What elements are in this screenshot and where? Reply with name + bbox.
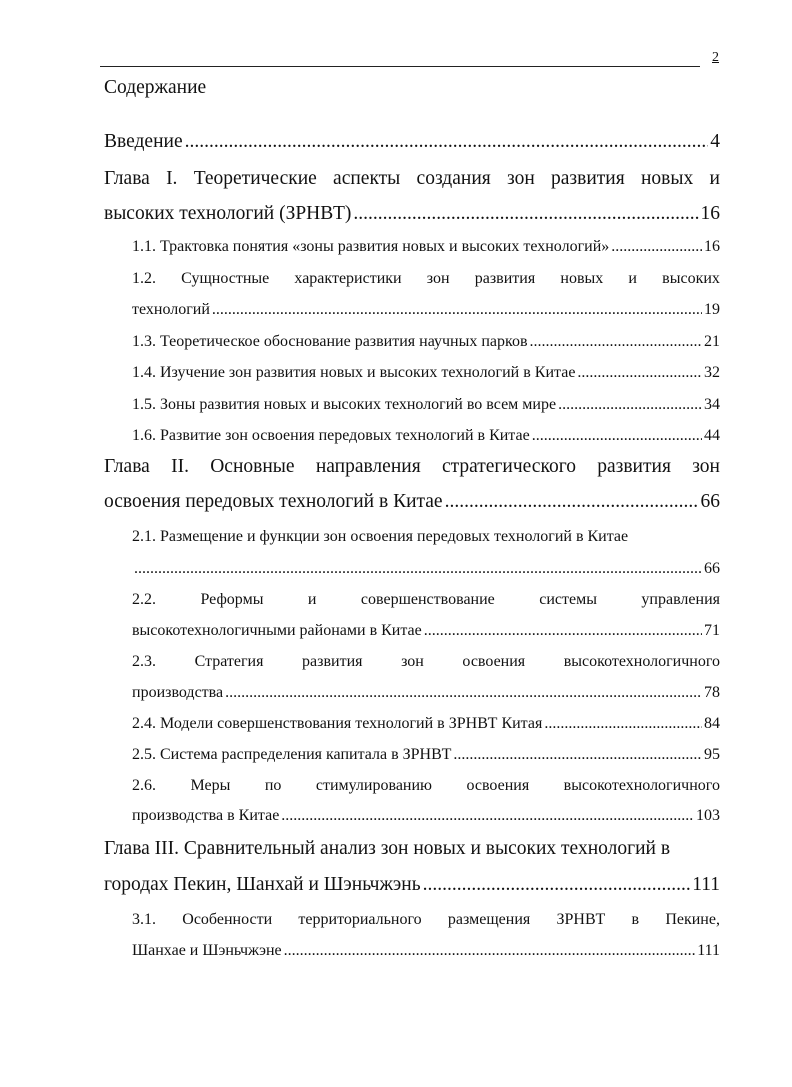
header-rule: [100, 66, 700, 67]
toc-section-1-1[interactable]: [132, 238, 720, 256]
toc-word: стимулированию: [315, 777, 432, 794]
toc-word: стратегического: [441, 456, 576, 477]
toc-word: новых: [560, 270, 604, 287]
toc-word: II.: [171, 456, 189, 477]
toc-word: 3.1.: [132, 911, 156, 928]
toc-entry-title: Введение: [104, 131, 183, 152]
toc-section-1-3[interactable]: [132, 333, 720, 351]
toc-page-number: 44: [704, 427, 720, 444]
toc-word: ЗРНВТ: [556, 911, 606, 928]
toc-word: по: [264, 777, 282, 794]
toc-chapter-3-line-2[interactable]: [104, 874, 720, 896]
toc-chapter-1-line-1[interactable]: [104, 168, 720, 190]
toc-word: Глава: [104, 456, 150, 477]
toc-leader-dots: [284, 942, 696, 960]
toc-word: развития: [302, 653, 363, 670]
toc-word: 2.6.: [132, 777, 156, 794]
toc-page-number: 16: [704, 238, 720, 255]
toc-word: Сущностные: [181, 270, 270, 287]
toc-word: освоения: [462, 653, 526, 670]
toc-word: освоения: [466, 777, 530, 794]
toc-section-2-2-line-2[interactable]: [132, 622, 720, 640]
toc-leader-dots: [212, 301, 702, 319]
toc-word: Пекине,: [665, 911, 720, 928]
toc-word: Меры: [190, 777, 231, 794]
toc-word: направления: [315, 456, 421, 477]
toc-section-2-3-line-1[interactable]: [132, 653, 720, 671]
toc-page-number: 21: [704, 333, 720, 350]
toc-word: зон: [426, 270, 450, 287]
toc-section-2-3-line-2[interactable]: [132, 684, 720, 702]
toc-page-number: 66: [700, 491, 720, 512]
toc-section-2-1-line-1[interactable]: [132, 528, 720, 546]
toc-word: зон: [692, 456, 720, 477]
toc-entry-title: производства: [132, 684, 224, 701]
toc-entry-title: 1.4. Изучение зон развития новых и высоких технологий в Китае: [132, 364, 576, 381]
toc-entry-title: освоения передовых технологий в Китае: [104, 491, 443, 512]
toc-section-2-1-line-2[interactable]: [132, 560, 720, 578]
toc-section-1-4[interactable]: [132, 364, 720, 382]
toc-leader-dots: [424, 622, 702, 640]
toc-word: высокотехнологичного: [563, 777, 720, 794]
toc-word: развития: [551, 168, 625, 189]
toc-page-number: 111: [697, 942, 720, 959]
toc-leader-dots: [611, 238, 702, 256]
toc-entry-title: технологий: [132, 301, 210, 318]
toc-word: развития: [597, 456, 671, 477]
toc-leader-dots: [134, 560, 702, 578]
toc-chapter-3-line-1[interactable]: [104, 838, 720, 860]
toc-word: управления: [641, 591, 720, 608]
toc-word: Особенности: [182, 911, 273, 928]
toc-word: характеристики: [294, 270, 402, 287]
toc-word: новых: [640, 168, 694, 189]
toc-entry-title: Глава III. Сравнительный анализ зон новых и высоких технологий в: [104, 838, 671, 859]
toc-word: аспекты: [333, 168, 401, 189]
toc-page-number: 84: [704, 715, 720, 732]
toc-word: территориального: [298, 911, 422, 928]
toc-leader-dots: [281, 807, 694, 825]
toc-section-1-2-line-1[interactable]: [132, 270, 720, 288]
toc-page-number: 111: [692, 874, 720, 895]
page-title: Содержание: [104, 77, 207, 98]
toc-word: Глава: [104, 168, 150, 189]
toc-section-3-1-line-2[interactable]: [132, 942, 720, 960]
toc-section-2-6-line-1[interactable]: [132, 777, 720, 795]
toc-word: Стратегия: [194, 653, 264, 670]
toc-word: развития: [474, 270, 536, 287]
toc-page-number: 71: [704, 622, 720, 639]
toc-page-number: 78: [704, 684, 720, 701]
toc-section-3-1-line-1[interactable]: [132, 911, 720, 929]
toc-word: совершенствование: [360, 591, 495, 608]
toc-word: Реформы: [200, 591, 264, 608]
toc-leader-dots: [353, 203, 698, 225]
toc-word: высокотехнологичного: [563, 653, 720, 670]
toc-leader-dots: [558, 396, 702, 414]
toc-word: и: [307, 591, 317, 608]
toc-page-number: 66: [704, 560, 720, 577]
toc-entry-title: 1.5. Зоны развития новых и высоких технологий во всем мире: [132, 396, 557, 413]
toc-page-number: 95: [704, 746, 720, 763]
toc-leader-dots: [423, 874, 691, 896]
toc-word: размещения: [447, 911, 531, 928]
toc-word: в: [631, 911, 640, 928]
toc-word: и: [709, 168, 720, 189]
toc-leader-dots: [577, 364, 702, 382]
toc-section-1-5[interactable]: [132, 396, 720, 414]
toc-page-number: 19: [704, 301, 720, 318]
toc-word: Теоретические: [193, 168, 317, 189]
toc-section-2-5[interactable]: [132, 746, 720, 764]
toc-word: системы: [539, 591, 597, 608]
toc-leader-dots: [225, 684, 702, 702]
toc-entry-title: 2.4. Модели совершенствования технологий в ЗРНВТ Китая: [132, 715, 543, 732]
toc-chapter-2-line-2[interactable]: [104, 491, 720, 513]
toc-section-2-6-line-2[interactable]: [132, 807, 720, 825]
toc-leader-dots: [532, 427, 702, 445]
toc-entry-title: производства в Китае: [132, 807, 280, 824]
toc-word: I.: [166, 168, 178, 189]
toc-word: зон: [401, 653, 424, 670]
toc-leader-dots: [185, 131, 709, 153]
toc-word: 2.2.: [132, 591, 156, 608]
toc-leader-dots: [530, 333, 702, 351]
toc-word: создания: [416, 168, 491, 189]
toc-section-2-2-line-1[interactable]: [132, 591, 720, 609]
toc-entry-title: Шанхае и Шэньчжэне: [132, 942, 282, 959]
toc-leader-dots: [453, 746, 702, 764]
toc-word: Основные: [210, 456, 295, 477]
toc-word: и: [628, 270, 637, 287]
toc-chapter-2-line-1[interactable]: [104, 456, 720, 478]
toc-entry-title: городах Пекин, Шанхай и Шэньчжэнь: [104, 874, 421, 895]
toc-entry-title: 2.1. Размещение и функции зон освоения передовых технологий в Китае: [132, 528, 629, 545]
toc-section-1-2-line-2[interactable]: [132, 301, 720, 319]
toc-page-number: 32: [704, 364, 720, 381]
toc-entry-title: 1.3. Теоретическое обоснование развития научных парков: [132, 333, 528, 350]
toc-page-number: 4: [710, 131, 720, 152]
toc-leader-dots: [445, 491, 699, 513]
toc-leader-dots: [544, 715, 702, 733]
toc-entry-title: 2.5. Система распределения капитала в ЗРНВТ: [132, 746, 452, 763]
toc-section-2-4[interactable]: [132, 715, 720, 733]
toc-entry-title: высоких технологий (ЗРНВТ): [104, 203, 352, 224]
toc-chapter-1-line-2[interactable]: [104, 203, 720, 225]
toc-entry-title: высокотехнологичными районами в Китае: [132, 622, 422, 639]
toc-entry-introduction[interactable]: [104, 131, 720, 153]
toc-page-number: 103: [696, 807, 720, 824]
toc-word: зон: [506, 168, 535, 189]
toc-word: 1.2.: [132, 270, 156, 287]
toc-word: высоких: [662, 270, 720, 287]
page-number: 2: [712, 50, 719, 65]
toc-entry-title: 1.1. Трактовка понятия «зоны развития новых и высоких технологий»: [132, 238, 610, 255]
toc-word: 2.3.: [132, 653, 156, 670]
toc-page-number: 34: [704, 396, 720, 413]
toc-page-number: 16: [700, 203, 720, 224]
toc-section-1-6[interactable]: [132, 427, 720, 445]
toc-entry-title: 1.6. Развитие зон освоения передовых технологий в Китае: [132, 427, 530, 444]
